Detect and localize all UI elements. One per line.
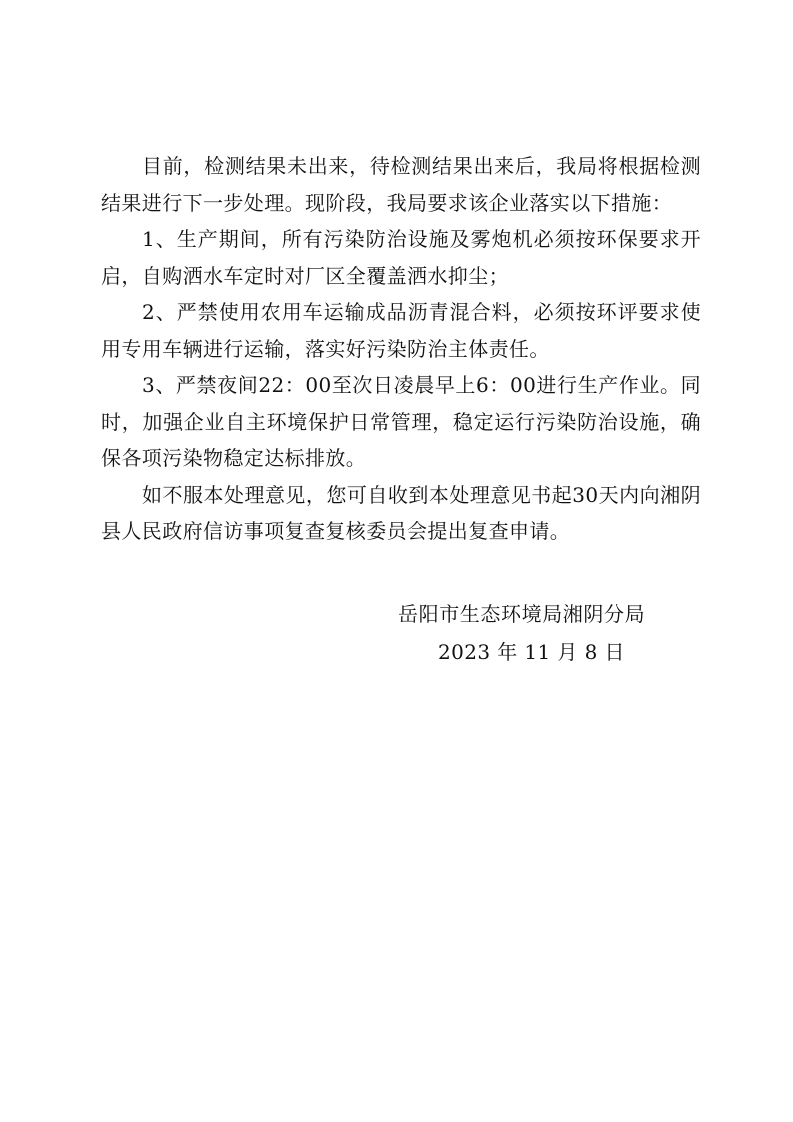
paragraph-measure-1: 1、生产期间，所有污染防治设施及雾炮机必须按环保要求开启，自购洒水车定时对厂区全覆盖洒水抑尘； [101, 227, 701, 288]
signature-organization: 岳阳市生态环境局湘阴分局 [398, 602, 646, 626]
paragraph-measure-3: 3、严禁夜间22：00至次日凌晨早上6：00进行生产作业。同时，加强企业自主环境保护日常管理，稳定运行污染防治设施，确保各项污染物稳定达标排放。 [101, 373, 701, 470]
paragraph-appeal-notice: 如不服本处理意见，您可自收到本处理意见书起30天内向湘阴县人民政府信访事项复查复核委员会提出复查申请。 [101, 482, 701, 543]
paragraph-measure-2: 2、严禁使用农用车运输成品沥青混合料，必须按环评要求使用专用车辆进行运输，落实好污染防治主体责任。 [101, 300, 701, 361]
paragraph-intro: 目前，检测结果未出来，待检测结果出来后，我局将根据检测结果进行下一步处理。现阶段，我局要求该企业落实以下措施： [101, 154, 701, 215]
document-body [101, 148, 701, 550]
signature-date: 2023 年 11 月 8 日 [438, 640, 625, 664]
